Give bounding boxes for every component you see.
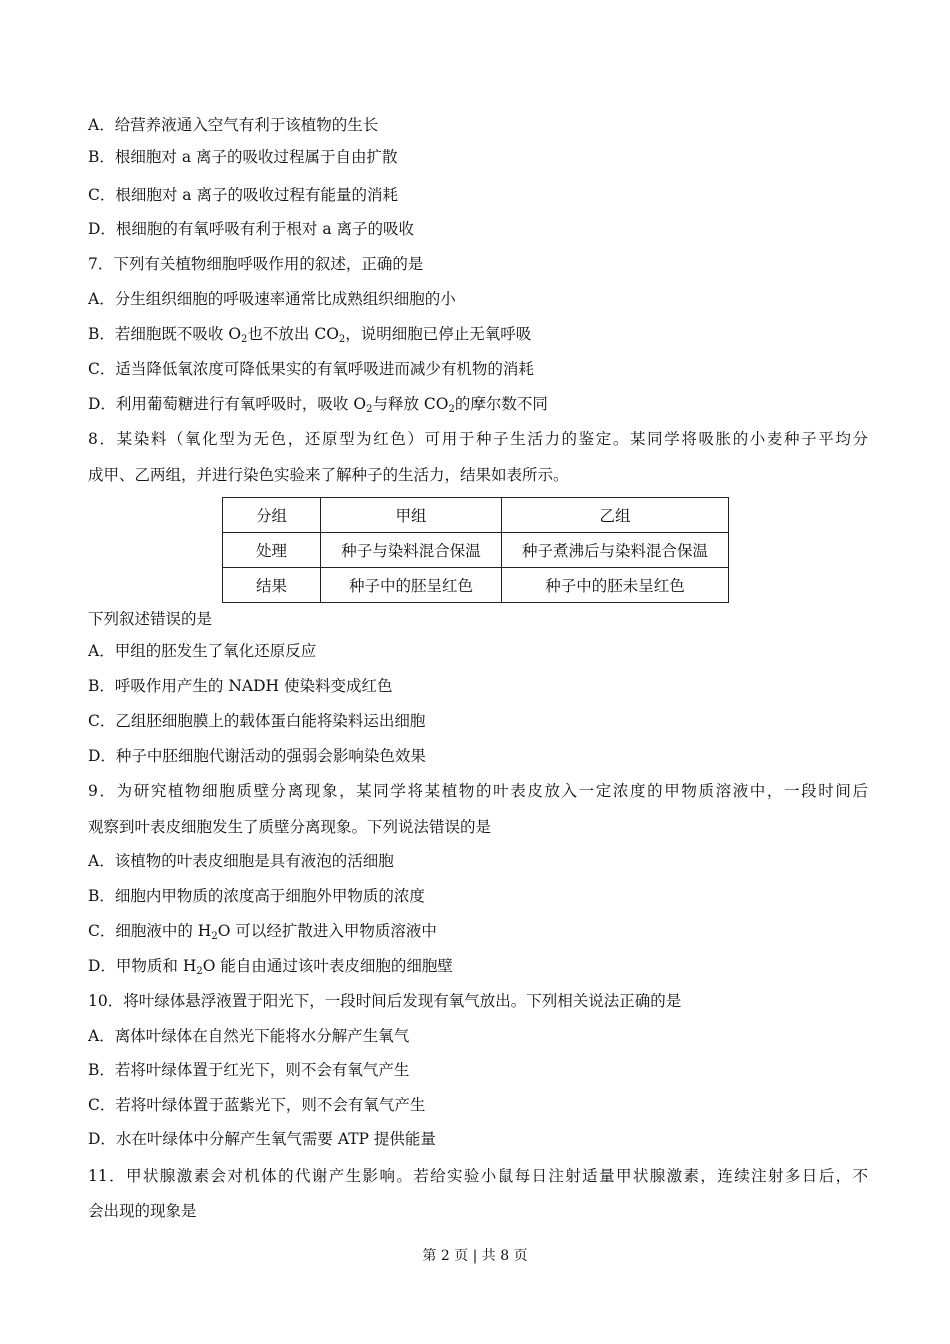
q10-option-b: B．若将叶绿体置于红光下，则不会有氧气产生	[88, 1061, 410, 1079]
q9-option-a: A．该植物的叶表皮细胞是具有液泡的活细胞	[88, 852, 394, 870]
q10-option-a: A．离体叶绿体在自然光下能将水分解产生氧气	[88, 1027, 410, 1045]
table-row	[223, 498, 729, 533]
q9-option-d: D．甲物质和 $H_2O$ 能自由通过该叶表皮细胞的细胞壁	[88, 957, 453, 977]
q9-option-b: B．细胞内甲物质的浓度高于细胞外甲物质的浓度	[88, 887, 425, 905]
q7-option-c: C．适当降低氧浓度可降低果实的有氧呼吸进而减少有机物的消耗	[88, 360, 534, 378]
q8-option-b: B．呼吸作用产生的 NADH 使染料变成红色	[88, 677, 393, 695]
q8-prompt: 下列叙述错误的是	[88, 610, 213, 628]
q10-option-d: D．水在叶绿体中分解产生氧气需要 ATP 提供能量	[88, 1130, 436, 1148]
table-cell: 结果	[223, 568, 321, 603]
experiment-table	[222, 497, 729, 603]
q8-option-d: D．种子中胚细胞代谢活动的强弱会影响染色效果	[88, 747, 426, 765]
q8-stem-line1: 8．某染料（氧化型为无色，还原型为红色）可用于种子生活力的鉴定。某同学将吸胀的小麦种子平均分	[88, 430, 868, 448]
q6-option-a: A．给营养液通入空气有利于该植物的生长	[88, 116, 379, 134]
table-cell: 种子煮沸后与染料混合保温	[502, 533, 729, 568]
q10-stem: 10．将叶绿体悬浮液置于阳光下，一段时间后发现有氧气放出。下列相关说法正确的是	[88, 992, 682, 1010]
q9-stem-line1: 9．为研究植物细胞质壁分离现象，某同学将某植物的叶表皮放入一定浓度的甲物质溶液中，一段时间后	[88, 782, 868, 800]
q9-option-c: C．细胞液中的 $H_2O$ 可以经扩散进入甲物质溶液中	[88, 922, 437, 942]
q11-stem-line2: 会出现的现象是	[88, 1202, 197, 1220]
q10-option-c: C．若将叶绿体置于蓝紫光下，则不会有氧气产生	[88, 1096, 426, 1114]
q7-option-a: A．分生组织细胞的呼吸速率通常比成熟组织细胞的小	[88, 290, 456, 308]
page-footer: 第 2 页 | 共 8 页	[422, 1248, 528, 1264]
q7-option-d: D．利用葡萄糖进行有氧呼吸时，吸收 $O_2$与释放 $CO_2$的摩尔数不同	[88, 395, 548, 415]
q7-stem: 7．下列有关植物细胞呼吸作用的叙述，正确的是	[88, 255, 424, 273]
q6-option-c: C．根细胞对 a 离子的吸收过程有能量的消耗	[88, 186, 398, 204]
q6-option-b: B．根细胞对 a 离子的吸收过程属于自由扩散	[88, 148, 398, 166]
table-row	[223, 568, 729, 603]
table-cell: 种子中的胚呈红色	[321, 568, 502, 603]
table-header-cell: 甲组	[321, 498, 502, 533]
table-cell: 处理	[223, 533, 321, 568]
table-cell: 种子中的胚未呈红色	[502, 568, 729, 603]
q8-stem-line2: 成甲、乙两组，并进行染色实验来了解种子的生活力，结果如表所示。	[88, 466, 569, 484]
table-header-cell: 乙组	[502, 498, 729, 533]
q8-option-c: C．乙组胚细胞膜上的载体蛋白能将染料运出细胞	[88, 712, 426, 730]
table-row	[223, 533, 729, 568]
table-header-cell: 分组	[223, 498, 321, 533]
q11-stem-line1: 11．甲状腺激素会对机体的代谢产生影响。若给实验小鼠每日注射适量甲状腺激素，连续注射多日后，不	[88, 1167, 868, 1185]
q7-option-b: B．若细胞既不吸收 $O_2$也不放出 $CO_2$，说明细胞已停止无氧呼吸	[88, 325, 532, 345]
q6-option-d: D．根细胞的有氧呼吸有利于根对 a 离子的吸收	[88, 220, 415, 238]
q8-option-a: A．甲组的胚发生了氧化还原反应	[88, 642, 317, 660]
table-cell: 种子与染料混合保温	[321, 533, 502, 568]
q9-stem-line2: 观察到叶表皮细胞发生了质壁分离现象。下列说法错误的是	[88, 818, 492, 836]
